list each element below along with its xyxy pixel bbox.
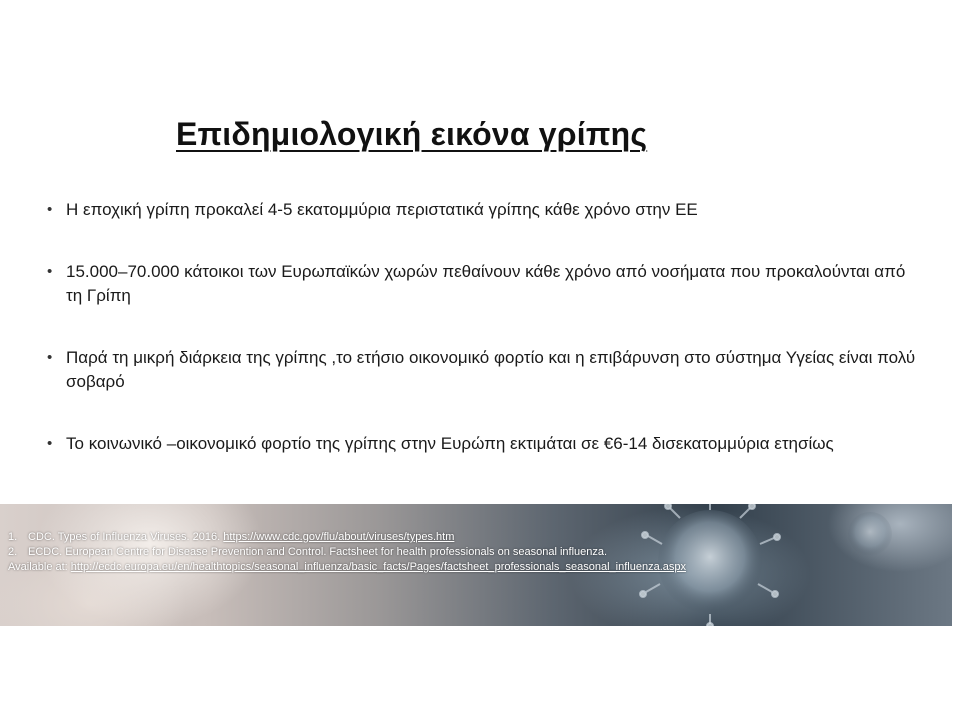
bullet-text: Το κοινωνικό –οικονομικό φορτίο της γρίπης στην Ευρώπη εκτιμάται σε €6-14 δισεκατομμύρια ετησίως bbox=[66, 434, 834, 453]
bullet-item bbox=[40, 198, 920, 222]
reference-link[interactable]: http://ecdc.europa.eu/en/healthtopics/seasonal_influenza/basic_facts/Pages/factsheet_professionals_seasonal_influenza.aspx bbox=[70, 561, 686, 573]
bullet-item bbox=[40, 260, 920, 308]
reference-item: Available at: http://ecdc.europa.eu/en/healthtopics/seasonal_influenza/basic_facts/Pages/factsheet_professionals_seasonal_influenza.aspx bbox=[8, 561, 686, 573]
bullet-icon: • bbox=[47, 349, 53, 366]
virus-banner-image bbox=[0, 504, 952, 626]
references bbox=[8, 530, 948, 575]
reference-item: 1. CDC. Types of Influenza Viruses. 2016. https://www.cdc.gov/flu/about/viruses/types.htm bbox=[8, 531, 455, 543]
slide-title: Επιδημιολογική εικόνα γρίπης bbox=[176, 116, 648, 152]
reference-item: 2. ECDC. European Centre for Disease Prevention and Control. Factsheet for health professionals on seasonal influenza. bbox=[8, 546, 608, 558]
bullet-icon: • bbox=[47, 263, 53, 280]
bullet-item bbox=[40, 346, 920, 394]
bullet-icon: • bbox=[47, 201, 53, 218]
bullet-text: Παρά τη μικρή διάρκεια της γρίπης ,το ετήσιο οικονομικό φορτίο και η επιβάρυνση στο σύστημα Υγείας είναι πολύ σοβαρό bbox=[66, 348, 916, 391]
bullet-icon: • bbox=[47, 435, 53, 452]
bullet-list bbox=[40, 198, 920, 456]
bullet-text: Η εποχική γρίπη προκαλεί 4-5 εκατομμύρια περιστατικά γρίπης κάθε χρόνο στην ΕΕ bbox=[66, 200, 698, 219]
bullet-text: 15.000–70.000 κάτοικοι των Ευρωπαϊκών χωρών πεθαίνουν κάθε χρόνο από νοσήματα που προκαλούνται από τη Γρίπη bbox=[66, 262, 906, 305]
bullet-item bbox=[40, 432, 920, 456]
reference-link[interactable]: https://www.cdc.gov/flu/about/viruses/types.htm bbox=[223, 531, 455, 543]
